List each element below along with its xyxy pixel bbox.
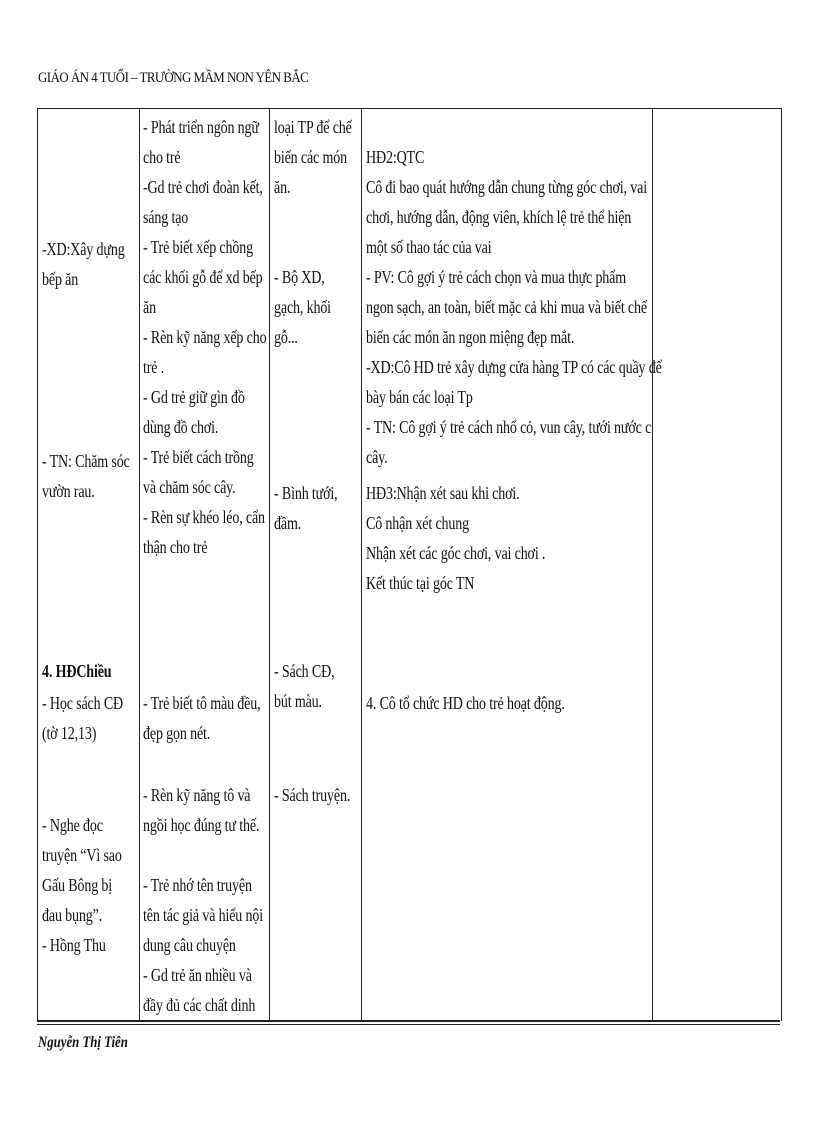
goal-line: ngồi học đúng tư thế. <box>143 815 260 835</box>
material-line: gỗ... <box>274 327 298 347</box>
procedure-line: Cô đi bao quát hướng dẫn chung từng góc chơi, vai <box>366 177 647 197</box>
column-divider <box>652 108 653 1020</box>
procedure-line: cây. <box>366 447 388 467</box>
activity-study-line: (tờ 12,13) <box>42 723 97 743</box>
procedure-line: ngon sạch, an toàn, biết mặc cả khi mua và biết chế <box>366 297 647 317</box>
material-line: - Bộ XD, <box>274 267 325 287</box>
goal-line: sáng tạo <box>143 207 189 227</box>
procedure-line: HĐ3:Nhận xét sau khi chơi. <box>366 483 520 503</box>
goal-line: - Trẻ nhớ tên truyện <box>143 875 252 895</box>
procedure-line: HĐ2:QTC <box>366 147 425 167</box>
procedure-line: một số thao tác của vai <box>366 237 492 257</box>
goal-line: - Gd trẻ giữ gìn đồ <box>143 387 245 407</box>
column-divider <box>139 108 140 1020</box>
goal-line: - Gd trẻ ăn nhiều và <box>143 965 252 985</box>
procedure-line: Kết thúc tại góc TN <box>366 573 475 593</box>
procedure-line: -XD:Cô HD trẻ xây dựng cửa hàng TP có các quầy để <box>366 357 662 377</box>
activity-tn-line: vườn rau. <box>42 481 95 501</box>
goal-line: trẻ . <box>143 357 165 377</box>
procedure-line: bày bán các loại Tp <box>366 387 473 407</box>
activity-story-line: - Nghe đọc <box>42 815 103 835</box>
goal-line: - Phát triển ngôn ngữ <box>143 117 259 137</box>
activity-story-line: đau bụng”. <box>42 905 103 925</box>
goal-line: thận cho trẻ <box>143 537 208 557</box>
bottom-rule <box>37 1024 780 1025</box>
bottom-rule <box>37 1020 780 1022</box>
goal-line: - Trẻ biết cách trồng <box>143 447 254 467</box>
activity-tn-line: - TN: Chăm sóc <box>42 451 130 471</box>
material-line: gạch, khối <box>274 297 331 317</box>
goal-line: - Trẻ biết tô màu đều, <box>143 693 261 713</box>
goal-line: dung câu chuyện <box>143 935 236 955</box>
material-line: đầm. <box>274 513 302 533</box>
goal-line: đầy đủ các chất dinh <box>143 995 256 1015</box>
column-divider <box>269 108 270 1020</box>
column-divider <box>361 108 362 1020</box>
material-line: - Sách truyện. <box>274 785 351 805</box>
activity-story-line: - Hồng Thu <box>42 935 106 955</box>
goal-line: và chăm sóc cây. <box>143 477 236 497</box>
activity-xd-line: -XD:Xây dựng <box>42 239 125 259</box>
goal-line: -Gd trẻ chơi đoàn kết, <box>143 177 263 197</box>
activity-story-line: Gấu Bông bị <box>42 875 113 895</box>
procedure-line: Nhận xét các góc chơi, vai chơi . <box>366 543 546 563</box>
goal-line: - Rèn sự khéo léo, cẩn <box>143 507 265 527</box>
procedure-line: - PV: Cô gợi ý trẻ cách chọn và mua thực phẩm <box>366 267 627 287</box>
material-line: bút màu. <box>274 691 322 711</box>
goal-line: dùng đồ chơi. <box>143 417 219 437</box>
procedure-line: - TN: Cô gợi ý trẻ cách nhổ cỏ, vun cây, tưới nước c <box>366 417 652 437</box>
goal-line: đẹp gọn nét. <box>143 723 211 743</box>
material-line: loại TP để chế <box>274 117 352 137</box>
author-name: Nguyễn Thị Tiên <box>38 1034 128 1051</box>
page-header: GIÁO ÁN 4 TUỔI – TRƯỜNG MẦM NON YÊN BẮC <box>38 70 309 86</box>
afternoon-activity-title: 4. HĐChiều <box>42 661 112 681</box>
procedure-line: 4. Cô tổ chức HD cho trẻ hoạt động. <box>366 693 565 713</box>
material-line: - Sách CĐ, <box>274 661 335 681</box>
goal-line: ăn <box>143 297 156 317</box>
procedure-line: chơi, hướng dẫn, động viên, khích lệ trẻ thể hiện <box>366 207 632 227</box>
goal-line: tên tác giả và hiểu nội <box>143 905 263 925</box>
activity-study-line: - Học sách CĐ <box>42 693 124 713</box>
procedure-line: biến các món ăn ngon miệng đẹp mắt. <box>366 327 575 347</box>
goal-line: - Rèn kỹ năng tô và <box>143 785 251 805</box>
material-line: ăn. <box>274 177 291 197</box>
goal-line: các khối gỗ để xd bếp <box>143 267 263 287</box>
material-line: - Bình tưới, <box>274 483 338 503</box>
activity-story-line: truyện “Vì sao <box>42 845 122 865</box>
material-line: biến các món <box>274 147 347 167</box>
goal-line: cho trẻ <box>143 147 181 167</box>
activity-xd-line: bếp ăn <box>42 269 79 289</box>
goal-line: - Trẻ biết xếp chồng <box>143 237 253 257</box>
procedure-line: Cô nhận xét chung <box>366 513 470 533</box>
goal-line: - Rèn kỹ năng xếp cho <box>143 327 267 347</box>
